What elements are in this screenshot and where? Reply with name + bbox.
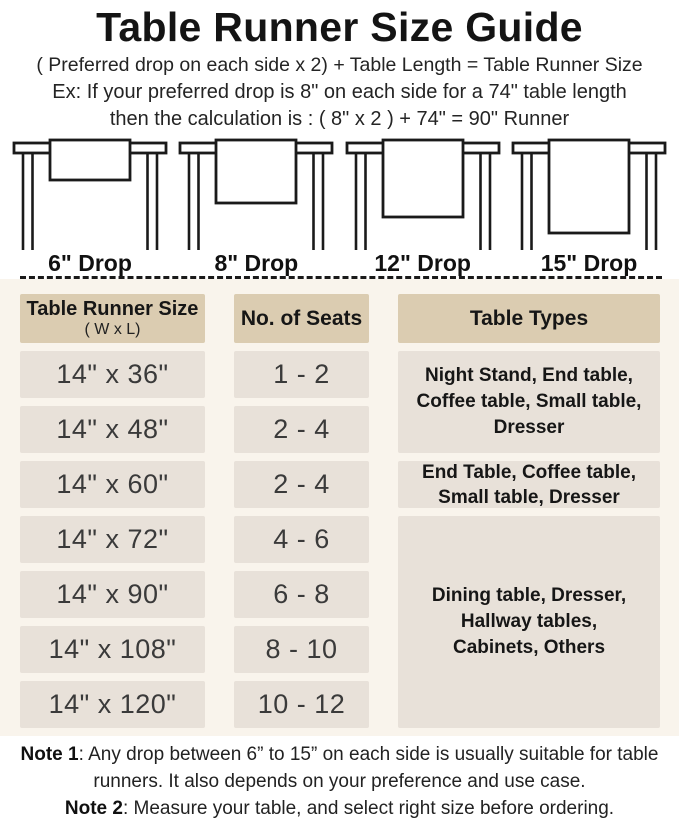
table-types-group-large: Dining table, Dresser, Hallway tables, Cabinets, Others <box>398 516 660 728</box>
seats-cell: 8 - 10 <box>234 626 369 673</box>
size-cell: 14" x 36" <box>20 351 205 398</box>
table-diagram-icon <box>343 137 503 250</box>
header-seats: No. of Seats <box>234 294 369 343</box>
size-cell: 14" x 120" <box>20 681 205 728</box>
example-line-1: Ex: If your preferred drop is 8" on each side for a 74" table length <box>52 81 627 103</box>
table-diagram-icon <box>509 137 669 250</box>
drop-label-6in: 6" Drop <box>48 250 132 276</box>
seats-cell: 2 - 4 <box>234 406 369 453</box>
seats-cell: 1 - 2 <box>234 351 369 398</box>
runner-rect <box>549 140 629 233</box>
note-2-text: : Measure your table, and select right size before ordering. <box>122 798 615 819</box>
formula-text: ( Preferred drop on each side x 2) + Table Length = Table Runner Size <box>36 54 643 76</box>
header-runner-size-sub: ( W x L) <box>84 321 141 338</box>
example-line-2: then the calculation is : ( 8" x 2 ) + 74" = 90" Runner <box>109 108 570 130</box>
size-table-section <box>0 279 679 736</box>
note-2-label: Note 2 <box>64 798 123 819</box>
runner-rect <box>50 140 130 180</box>
size-cell: 14" x 90" <box>20 571 205 618</box>
seats-cell: 2 - 4 <box>234 461 369 508</box>
table-diagram-icon <box>176 137 336 250</box>
table-types-group-medium: End Table, Coffee table, Small table, Dresser <box>398 461 660 508</box>
seats-cell: 10 - 12 <box>234 681 369 728</box>
runner-rect <box>383 140 463 217</box>
drop-illustration-6in <box>10 137 170 276</box>
note-2 <box>0 795 679 822</box>
header-runner-size-title: Table Runner Size <box>26 298 199 320</box>
drop-illustration-8in <box>176 137 336 276</box>
runner-rect <box>216 140 296 203</box>
table-types-group-small: Night Stand, End table, Coffee table, Small table, Dresser <box>398 351 660 453</box>
page-title: Table Runner Size Guide <box>96 4 583 50</box>
header-runner-size <box>20 294 205 343</box>
size-table <box>20 294 679 728</box>
size-cell: 14" x 72" <box>20 516 205 563</box>
table-diagram-icon <box>10 137 170 250</box>
notes-section <box>0 736 679 822</box>
note-1-text: : Any drop between 6” to 15” on each side is usually suitable for table runners. It also depends on your preference and use case. <box>78 744 659 792</box>
size-cell: 14" x 60" <box>20 461 205 508</box>
note-1-label: Note 1 <box>20 744 79 765</box>
drop-label-15in: 15" Drop <box>540 250 638 276</box>
drop-illustration-15in <box>509 137 669 276</box>
drop-label-12in: 12" Drop <box>374 250 471 276</box>
note-1 <box>0 741 679 795</box>
drop-illustration-12in <box>343 137 503 276</box>
size-cell: 14" x 108" <box>20 626 205 673</box>
size-cell: 14" x 48" <box>20 406 205 453</box>
drop-label-8in: 8" Drop <box>214 250 299 276</box>
header-table-types: Table Types <box>398 294 660 343</box>
seats-cell: 4 - 6 <box>234 516 369 563</box>
drop-illustrations-row <box>0 137 679 276</box>
seats-cell: 6 - 8 <box>234 571 369 618</box>
